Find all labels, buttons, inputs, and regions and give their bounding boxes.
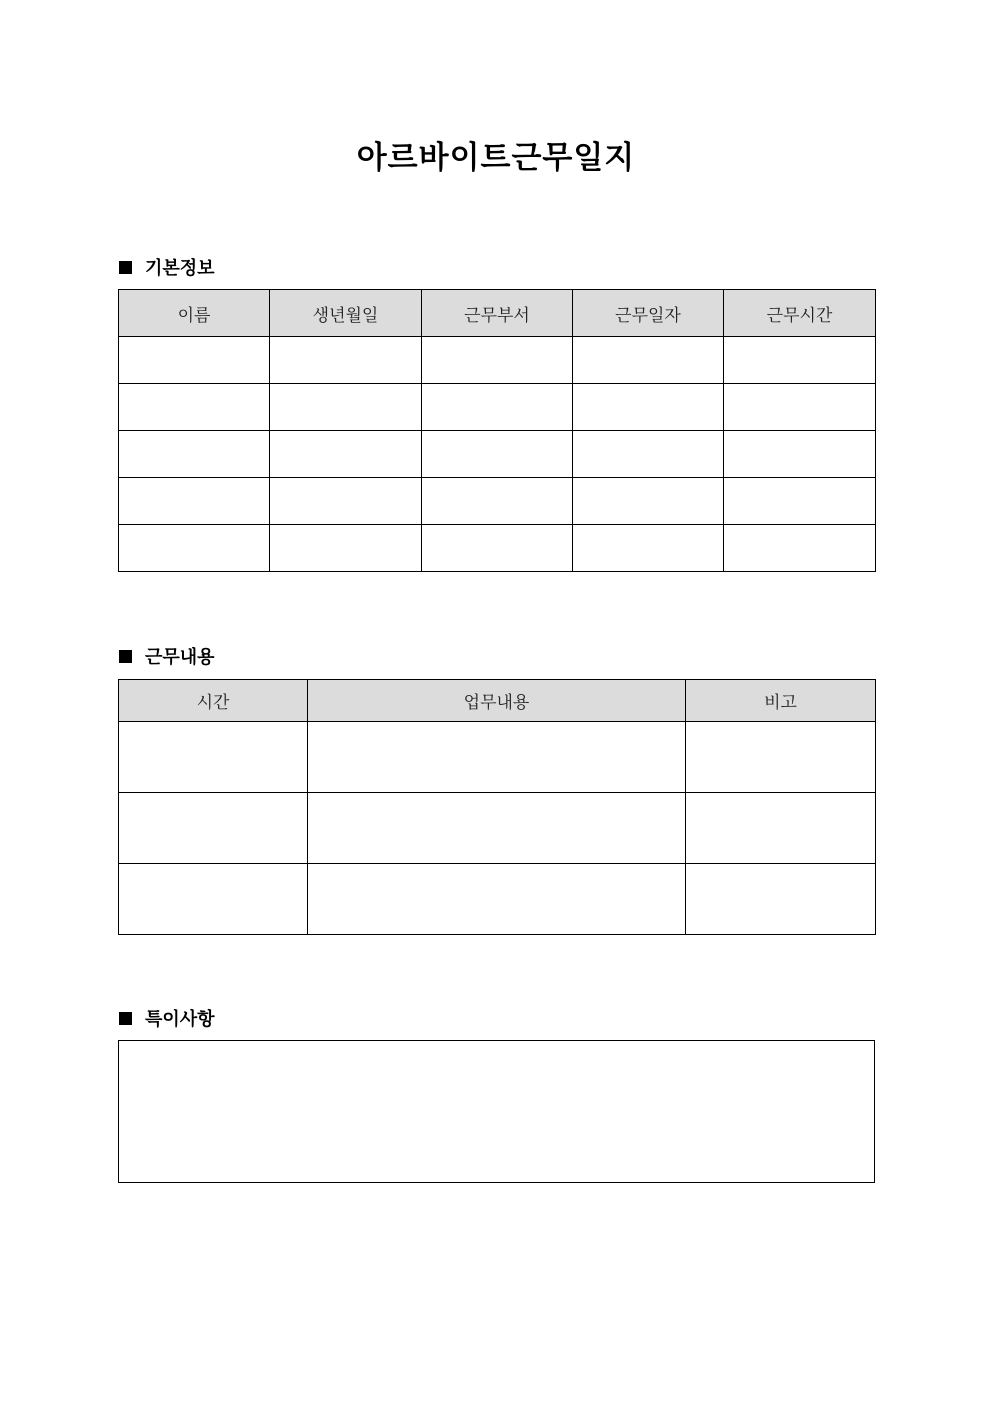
table-cell[interactable] bbox=[724, 431, 876, 478]
table-cell[interactable] bbox=[119, 478, 270, 525]
table-cell[interactable] bbox=[422, 525, 573, 572]
table-row bbox=[119, 384, 876, 431]
table-cell[interactable] bbox=[422, 384, 573, 431]
table-row bbox=[119, 793, 876, 864]
table-cell[interactable] bbox=[724, 525, 876, 572]
table-row bbox=[119, 431, 876, 478]
column-header-birthdate: 생년월일 bbox=[270, 290, 422, 337]
table-cell[interactable] bbox=[270, 431, 422, 478]
basic-info-heading-label: 기본정보 bbox=[145, 258, 215, 279]
column-header-department: 근무부서 bbox=[422, 290, 573, 337]
table-cell[interactable] bbox=[573, 525, 724, 572]
table-row bbox=[119, 722, 876, 793]
table-cell[interactable] bbox=[686, 722, 876, 793]
table-row bbox=[119, 864, 876, 935]
column-header-work-date: 근무일자 bbox=[573, 290, 724, 337]
notes-heading bbox=[119, 1005, 215, 1031]
basic-info-heading bbox=[119, 254, 215, 280]
table-cell[interactable] bbox=[686, 793, 876, 864]
table-header-row bbox=[119, 290, 876, 337]
work-content-heading-label: 근무내용 bbox=[145, 647, 215, 668]
table-cell[interactable] bbox=[422, 478, 573, 525]
table-cell[interactable] bbox=[119, 337, 270, 384]
table-cell[interactable] bbox=[270, 525, 422, 572]
work-content-heading bbox=[119, 643, 215, 669]
table-cell[interactable] bbox=[422, 337, 573, 384]
page-title: 아르바이트근무일지 bbox=[356, 140, 636, 176]
basic-info-table bbox=[118, 289, 876, 572]
table-cell[interactable] bbox=[119, 384, 270, 431]
square-bullet-icon bbox=[119, 261, 132, 274]
table-cell[interactable] bbox=[573, 384, 724, 431]
table-cell[interactable] bbox=[308, 722, 686, 793]
column-header-task-details: 업무내용 bbox=[308, 680, 686, 722]
table-cell[interactable] bbox=[119, 722, 308, 793]
table-row bbox=[119, 478, 876, 525]
table-cell[interactable] bbox=[270, 384, 422, 431]
table-cell[interactable] bbox=[724, 478, 876, 525]
notes-heading-label: 특이사항 bbox=[145, 1009, 215, 1030]
table-cell[interactable] bbox=[308, 864, 686, 935]
square-bullet-icon bbox=[119, 1012, 132, 1025]
column-header-name: 이름 bbox=[119, 290, 270, 337]
table-header-row bbox=[119, 680, 876, 722]
table-cell[interactable] bbox=[422, 431, 573, 478]
table-cell[interactable] bbox=[308, 793, 686, 864]
table-cell[interactable] bbox=[119, 793, 308, 864]
table-cell[interactable] bbox=[270, 478, 422, 525]
table-row bbox=[119, 525, 876, 572]
work-content-table bbox=[118, 679, 876, 935]
square-bullet-icon bbox=[119, 650, 132, 663]
table-cell[interactable] bbox=[724, 384, 876, 431]
table-cell[interactable] bbox=[270, 337, 422, 384]
column-header-remarks: 비고 bbox=[686, 680, 876, 722]
table-cell[interactable] bbox=[724, 337, 876, 384]
table-cell[interactable] bbox=[119, 431, 270, 478]
table-cell[interactable] bbox=[119, 864, 308, 935]
table-cell[interactable] bbox=[573, 337, 724, 384]
column-header-time: 시간 bbox=[119, 680, 308, 722]
column-header-work-hours: 근무시간 bbox=[724, 290, 876, 337]
table-cell[interactable] bbox=[573, 478, 724, 525]
table-cell[interactable] bbox=[686, 864, 876, 935]
table-cell[interactable] bbox=[573, 431, 724, 478]
table-cell[interactable] bbox=[119, 525, 270, 572]
table-row bbox=[119, 337, 876, 384]
notes-box[interactable] bbox=[118, 1040, 875, 1183]
